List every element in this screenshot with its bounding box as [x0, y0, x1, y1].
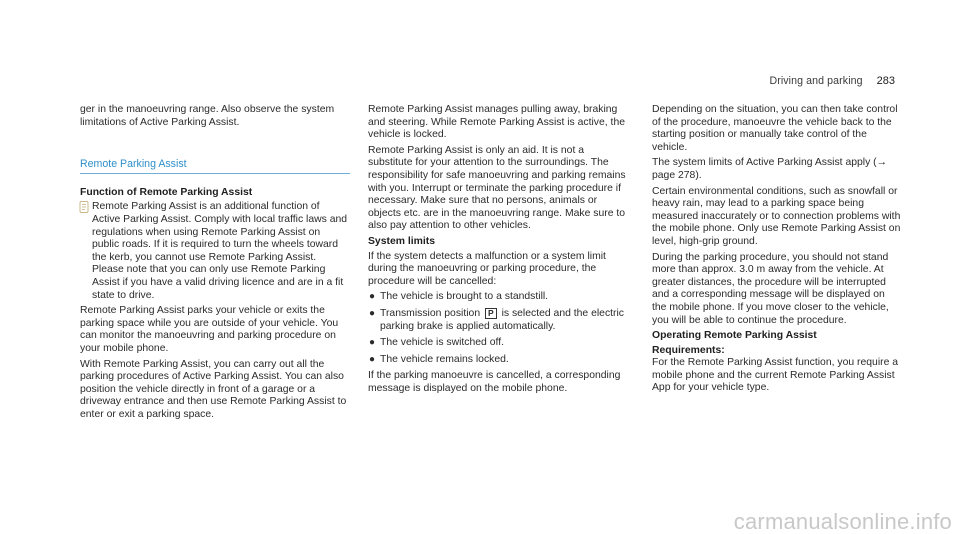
paragraph: Remote Parking Assist is only an aid. It is not a substitute for your attention to the surroundings. The responsibility for safe manoeuvring and parking remains with you. Interrupt or terminate the parking procedure if necessary. Make sure that no persons, animals or objects etc. are in the manoeuvring range. Make sure to also pay attention to other vehicles.: [368, 144, 626, 232]
paragraph: If the system detects a malfunction or a system limit during the manoeuvring or parking procedure, the procedure will be cancelled:: [368, 250, 606, 287]
paragraph: Depending on the situation, you can then take control of the procedure, manoeuvre the vehicle back to the starting position or manually take control of the vehicle.: [652, 104, 898, 153]
running-header: [769, 75, 895, 88]
bullet-dot-icon: ●: [369, 337, 376, 349]
info-note: [80, 201, 350, 302]
system-limits-heading: System limits: [368, 235, 435, 247]
paragraph: With Remote Parking Assist, you can carry out all the parking procedures of Active Parking Assist. You can also position the vehicle directly in front of a garage or a driveway entrance and then use Remote Parking Assist to enter or exit a parking space.: [80, 358, 347, 420]
park-position-symbol: P: [485, 308, 497, 319]
list-item-text: is selected and the electric parking brake is applied automatically.: [380, 307, 625, 332]
bullet-dot-icon: ●: [369, 291, 376, 303]
bullet-dot-icon: ●: [369, 353, 376, 365]
info-note-icon: [79, 201, 89, 218]
page-number: 283: [876, 75, 895, 87]
paragraph: If the parking manoeuvre is cancelled, a corresponding message is displayed on the mobile phone.: [368, 370, 621, 394]
requirements-block: [652, 345, 902, 395]
paragraph: Remote Parking Assist manages pulling away, braking and steering. While Remote Parking Assist is active, the vehicle is locked.: [368, 104, 625, 141]
list-item-text: The vehicle is switched off.: [380, 337, 504, 349]
operating-heading: Operating Remote Parking Assist: [652, 330, 817, 342]
paragraph: Certain environmental conditions, such as snowfall or heavy rain, may lead to a parking space being measured inaccurately or to connection problems with the mobile phone. Only use Remote Parking Assist on level, high-grip ground.: [652, 185, 901, 247]
bullet-dot-icon: ●: [369, 307, 376, 319]
bullet-list: [368, 291, 628, 366]
header-title: Driving and parking: [769, 75, 863, 87]
requirements-text: For the Remote Parking Assist function, you require a mobile phone and the current Remote Parking Assist App for your vehicle type.: [652, 357, 899, 394]
list-item: [368, 308, 628, 333]
section-title: Remote Parking Assist: [80, 158, 350, 174]
paragraph: During the parking procedure, you should not stand more than approx. 3.0 m away from the vehicle. At greater distances, the procedure will be interrupted and a corresponding message will be displayed on the mobile phone. If you move closer to the vehicle, you will be able to continue the procedure.: [652, 251, 889, 326]
column-middle: [368, 104, 628, 398]
watermark: carmanualsonline.info: [733, 509, 952, 534]
list-item-text: The vehicle remains locked.: [380, 353, 509, 365]
list-item: [368, 337, 628, 350]
paragraph: The system limits of Active Parking Assist apply (→ page 278).: [652, 157, 888, 181]
requirements-label: Requirements:: [652, 344, 725, 356]
list-item-text: Transmission position: [380, 307, 481, 319]
column-right: [652, 104, 902, 398]
note-text: Remote Parking Assist is an additional function of Active Parking Assist. Comply with local traffic laws and regulations when using Remote Parking Assist on public roads. If it is required to turn the wheels toward the kerb, you cannot use Remote Parking Assist. Please note that you can only use Remote Parking Assist if you have a valid driving licence and are in a fit state to drive.: [92, 201, 348, 301]
intro-paragraph: ger in the manoeuvring range. Also observe the system limitations of Active Parking Assist.: [80, 104, 335, 128]
paragraph: Remote Parking Assist parks your vehicle or exits the parking space while you are outside of your vehicle. You can monitor the manoeuvring and parking procedure on your mobile phone.: [80, 305, 339, 354]
list-item-text: The vehicle is brought to a standstill.: [380, 291, 549, 303]
column-left: [80, 104, 350, 424]
function-heading: Function of Remote Parking Assist: [80, 186, 253, 198]
list-item: [368, 291, 628, 304]
list-item: [368, 354, 628, 367]
